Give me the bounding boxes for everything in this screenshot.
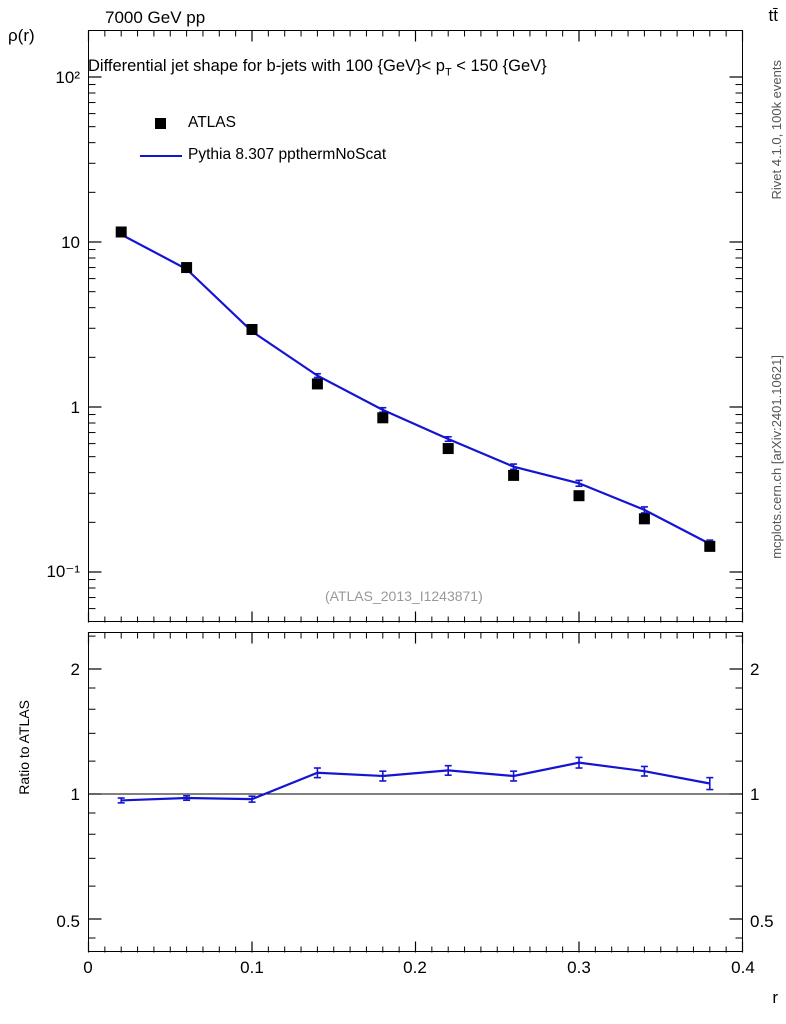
data-marker <box>377 412 388 423</box>
data-marker <box>443 443 454 454</box>
data-marker <box>704 541 715 552</box>
y-tick-ratio-right-2: 2 <box>750 660 760 679</box>
y-axis-label-main: ρ(r) <box>8 26 35 45</box>
data-marker <box>574 490 585 501</box>
x-tick-0.3: 0.3 <box>567 958 591 977</box>
process-label: tt̄ <box>768 6 778 25</box>
legend-label-pythia: Pythia 8.307 ppthermNoScat <box>188 146 387 163</box>
axis-ticks <box>89 31 743 953</box>
data-marker <box>116 226 127 237</box>
x-tick-0.4: 0.4 <box>731 958 755 977</box>
beam-energy-label: 7000 GeV pp <box>105 8 206 27</box>
x-tick-0: 0 <box>83 958 93 977</box>
x-tick-0.1: 0.1 <box>240 958 264 977</box>
model-curve-main <box>121 235 710 544</box>
y-tick-main-100: 10² <box>55 68 80 87</box>
model-curve-ratio <box>121 763 710 801</box>
plot-title-subscript: T <box>444 66 452 79</box>
y-tick-ratio-2: 2 <box>70 660 80 679</box>
data-marker <box>181 262 192 273</box>
data-marker <box>247 324 258 335</box>
rivet-version-label: Rivet 4.1.0, 100k events <box>769 60 784 200</box>
plot-title-part1: Differential jet shape for b-jets with 100 {GeV}< p <box>88 57 445 75</box>
y-tick-ratio-0.5: 0.5 <box>56 912 80 931</box>
plot-title-part2: < 150 {GeV} <box>451 57 547 75</box>
analysis-id-watermark: (ATLAS_2013_I1243871) <box>325 588 483 604</box>
y-tick-main-10: 10 <box>61 233 80 252</box>
data-marker <box>312 378 323 389</box>
arxiv-reference-label: mcplots.cern.ch [arXiv:2401.10621] <box>769 355 784 559</box>
ratio-y-axis-label: Ratio to ATLAS <box>16 700 32 795</box>
main-series-layer <box>116 226 716 551</box>
y-tick-ratio-right-1: 1 <box>750 785 760 804</box>
y-tick-main-1: 1 <box>70 398 80 417</box>
y-tick-main-0.1: 10⁻¹ <box>46 562 80 581</box>
legend-label-atlas: ATLAS <box>188 114 236 131</box>
data-marker <box>639 513 650 524</box>
y-tick-ratio-1: 1 <box>70 785 80 804</box>
data-marker <box>508 470 519 481</box>
y-tick-ratio-right-0.5: 0.5 <box>750 912 774 931</box>
x-axis-label: r <box>772 988 778 1007</box>
ratio-series-layer <box>89 757 743 802</box>
x-tick-0.2: 0.2 <box>403 958 427 977</box>
